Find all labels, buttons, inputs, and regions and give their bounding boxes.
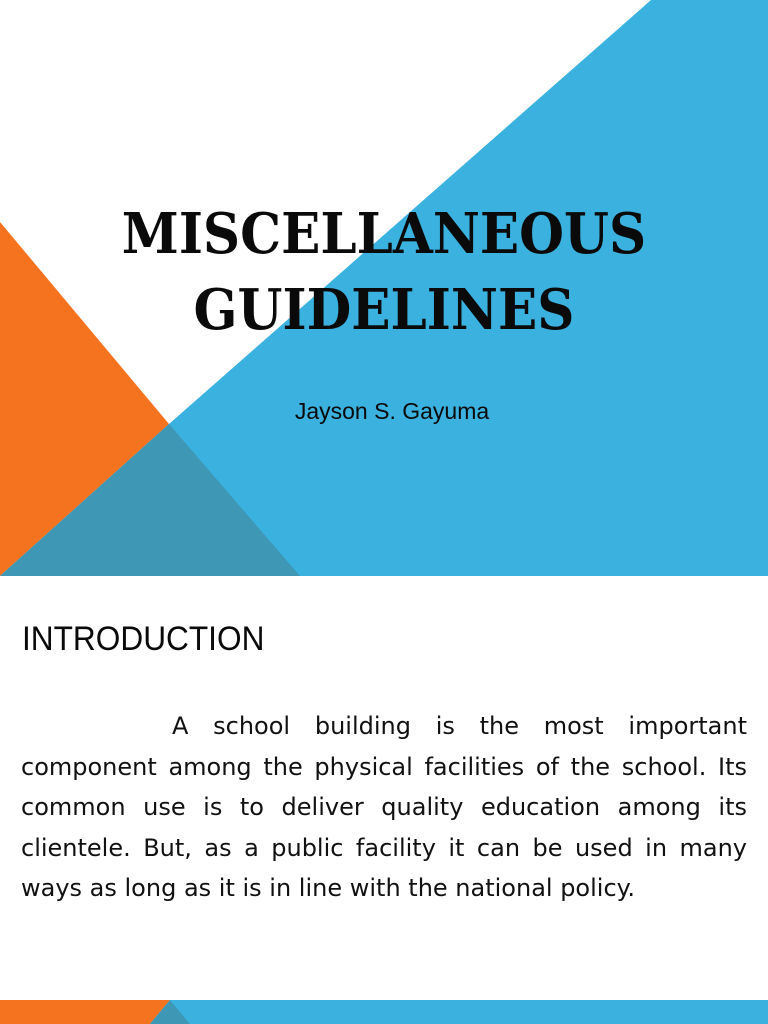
introduction-paragraph: A school building is the most important component among the physical facilities of the school. Its common use is to deliver quality education among its clientele. But, as a public facility it can be used in many ways as long as it is in line with the national policy. xyxy=(21,712,747,902)
orange-band-shape xyxy=(0,1000,170,1024)
blue-band-shape xyxy=(150,1000,768,1024)
introduction-heading: INTRODUCTION xyxy=(22,620,265,658)
author-name: Jayson S. Gayuma xyxy=(294,398,490,424)
presentation-title: MISCELLANEOUS GUIDELINES xyxy=(121,201,647,343)
